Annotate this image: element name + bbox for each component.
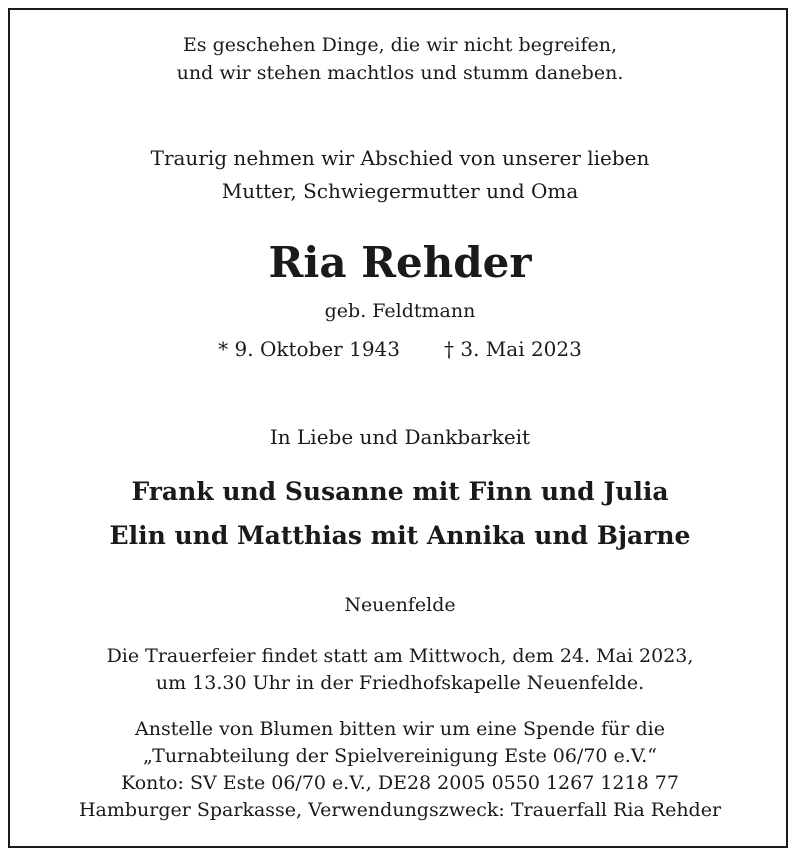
donation-line-1: Anstelle von Blumen bitten wir um eine Spende für die (135, 718, 665, 740)
mourners-place: Neuenfelde (344, 594, 456, 616)
donation-line-4: Hamburger Sparkasse, Verwendungszweck: Trauerfall Ria Rehder (78, 799, 722, 821)
donation-line-3: Konto: SV Este 06/70 e.V., DE28 2005 0550 1267 1218 77 (121, 772, 679, 794)
intro-line-1: Traurig nehmen wir Abschied von unserer lieben (150, 146, 650, 170)
quote-line-2: und wir stehen machtlos und stumm daneben. (176, 62, 624, 84)
quote-line-1: Es geschehen Dinge, die wir nicht begreifen, (182, 34, 618, 56)
service-line-1: Die Trauerfeier findet statt am Mittwoch, dem 24. Mai 2023, (106, 645, 694, 667)
mourners-line-1: Frank und Susanne mit Finn und Julia (131, 477, 669, 506)
intro-line-2: Mutter, Schwiegermutter und Oma (221, 179, 579, 203)
deceased-name: Ria Rehder (268, 238, 532, 287)
birth-date: * 9. Oktober 1943 (218, 337, 400, 361)
maiden-name: geb. Feldtmann (324, 300, 476, 322)
donation-line-2: „Turnabteilung der Spielvereinigung Este 06/70 e.V.“ (142, 745, 657, 767)
service-line-2: um 13.30 Uhr in der Friedhofskapelle Neuenfelde. (155, 672, 645, 694)
mourners-line-2: Elin und Matthias mit Annika und Bjarne (109, 521, 691, 550)
mourners-intro: In Liebe und Dankbarkeit (269, 425, 531, 449)
life-dates (0, 337, 800, 361)
death-date: † 3. Mai 2023 (444, 337, 582, 361)
